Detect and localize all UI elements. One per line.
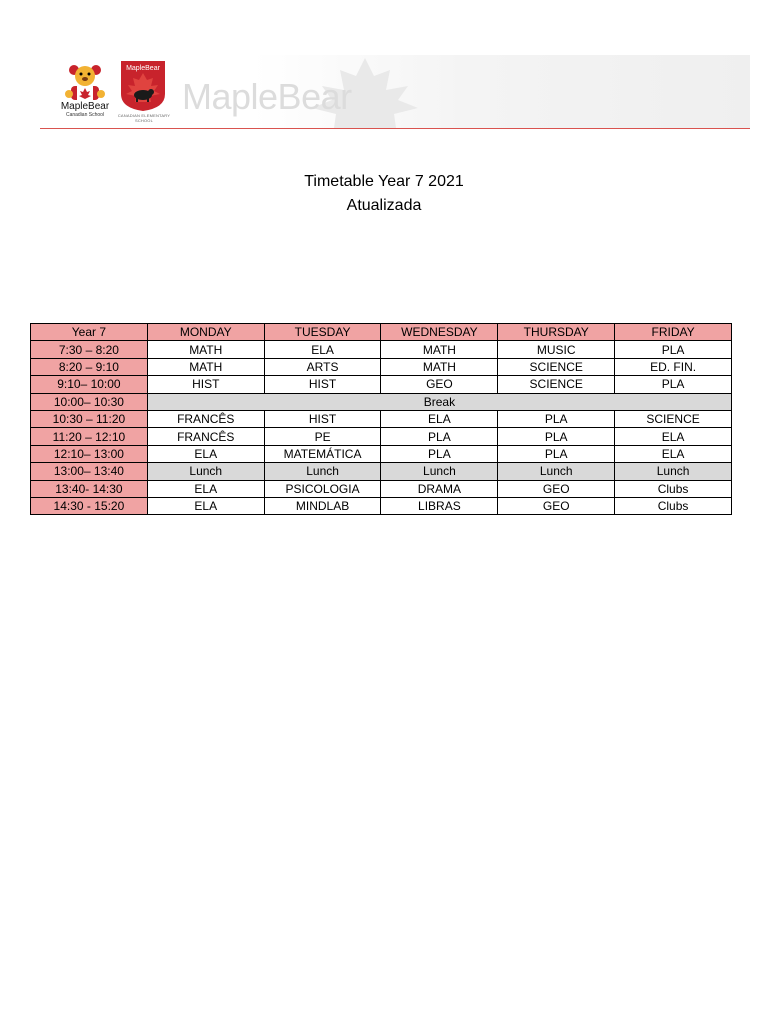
- table-row-break: [31, 393, 732, 410]
- table-cell: PLA: [498, 428, 615, 445]
- table-cell: HIST: [147, 376, 264, 393]
- table-cell: MATEMÁTICA: [264, 445, 381, 462]
- table-row: [31, 480, 732, 497]
- svg-text:MapleBear: MapleBear: [126, 65, 160, 72]
- time-slot: 12:10– 13:00: [31, 445, 148, 462]
- column-header: WEDNESDAY: [381, 324, 498, 341]
- table-header-row: [31, 324, 732, 341]
- table-cell: PLA: [498, 410, 615, 427]
- table-cell: MUSIC: [498, 341, 615, 358]
- logo1-subtext: Canadian School: [65, 112, 105, 118]
- table-cell: Clubs: [615, 497, 732, 514]
- table-cell: PLA: [615, 341, 732, 358]
- page-title: Timetable Year 7 2021: [304, 173, 464, 190]
- table-cell: ARTS: [264, 358, 381, 375]
- table-cell: GEO: [498, 497, 615, 514]
- table-row: [31, 445, 732, 462]
- table-cell: ELA: [381, 410, 498, 427]
- break-cell: Break: [147, 393, 731, 410]
- time-slot: 14:30 - 15:20: [31, 497, 148, 514]
- time-slot: 11:20 – 12:10: [31, 428, 148, 445]
- table-cell: Lunch: [381, 463, 498, 480]
- table-cell: ELA: [264, 341, 381, 358]
- table-cell: FRANCÊS: [147, 428, 264, 445]
- column-header: TUESDAY: [264, 324, 381, 341]
- table-cell: SCIENCE: [498, 376, 615, 393]
- page-subtitle: Atualizada: [346, 197, 422, 214]
- table-row-lunch: [31, 463, 732, 480]
- header-divider: [40, 128, 750, 129]
- maplebear-watermark: MapleBear: [182, 76, 352, 117]
- column-header: Year 7: [31, 324, 148, 341]
- table-cell: FRANCÊS: [147, 410, 264, 427]
- time-slot: 7:30 – 8:20: [31, 341, 148, 358]
- table-row: [31, 341, 732, 358]
- table-cell: MATH: [381, 341, 498, 358]
- table-cell: ELA: [147, 497, 264, 514]
- table-cell: PLA: [615, 376, 732, 393]
- time-slot: 10:30 – 11:20: [31, 410, 148, 427]
- time-slot: 9:10– 10:00: [31, 376, 148, 393]
- table-cell: MATH: [381, 358, 498, 375]
- table-cell: SCIENCE: [498, 358, 615, 375]
- time-slot: 13:00– 13:40: [31, 463, 148, 480]
- table-cell: ELA: [615, 445, 732, 462]
- logo2-subtext: CANADIAN ELEMENTARY SCHOOL: [117, 113, 171, 123]
- table-cell: HIST: [264, 410, 381, 427]
- table-row: [31, 358, 732, 375]
- table-cell: Lunch: [264, 463, 381, 480]
- table-row: [31, 410, 732, 427]
- table-cell: PLA: [381, 428, 498, 445]
- table-row: [31, 428, 732, 445]
- table-cell: PSICOLOGIA: [264, 480, 381, 497]
- table-row: [31, 497, 732, 514]
- table-cell: DRAMA: [381, 480, 498, 497]
- table-cell: HIST: [264, 376, 381, 393]
- table-cell: Lunch: [498, 463, 615, 480]
- maplebear-shield-logo-icon: [120, 60, 166, 112]
- table-cell: LIBRAS: [381, 497, 498, 514]
- table-cell: ELA: [147, 480, 264, 497]
- table-cell: MATH: [147, 358, 264, 375]
- logo1-text: MapleBear: [60, 101, 110, 112]
- column-header: THURSDAY: [498, 324, 615, 341]
- timetable: [30, 323, 732, 515]
- column-header: FRIDAY: [615, 324, 732, 341]
- table-cell: Clubs: [615, 480, 732, 497]
- table-cell: ED. FIN.: [615, 358, 732, 375]
- table-cell: PLA: [381, 445, 498, 462]
- table-cell: ELA: [147, 445, 264, 462]
- table-cell: GEO: [381, 376, 498, 393]
- table-cell: Lunch: [147, 463, 264, 480]
- time-slot: 8:20 – 9:10: [31, 358, 148, 375]
- table-cell: ELA: [615, 428, 732, 445]
- table-cell: Lunch: [615, 463, 732, 480]
- table-cell: MINDLAB: [264, 497, 381, 514]
- table-cell: GEO: [498, 480, 615, 497]
- table-row: [31, 376, 732, 393]
- time-slot: 13:40- 14:30: [31, 480, 148, 497]
- time-slot: 10:00– 10:30: [31, 393, 148, 410]
- table-cell: MATH: [147, 341, 264, 358]
- table-cell: SCIENCE: [615, 410, 732, 427]
- table-cell: PE: [264, 428, 381, 445]
- column-header: MONDAY: [147, 324, 264, 341]
- table-cell: PLA: [498, 445, 615, 462]
